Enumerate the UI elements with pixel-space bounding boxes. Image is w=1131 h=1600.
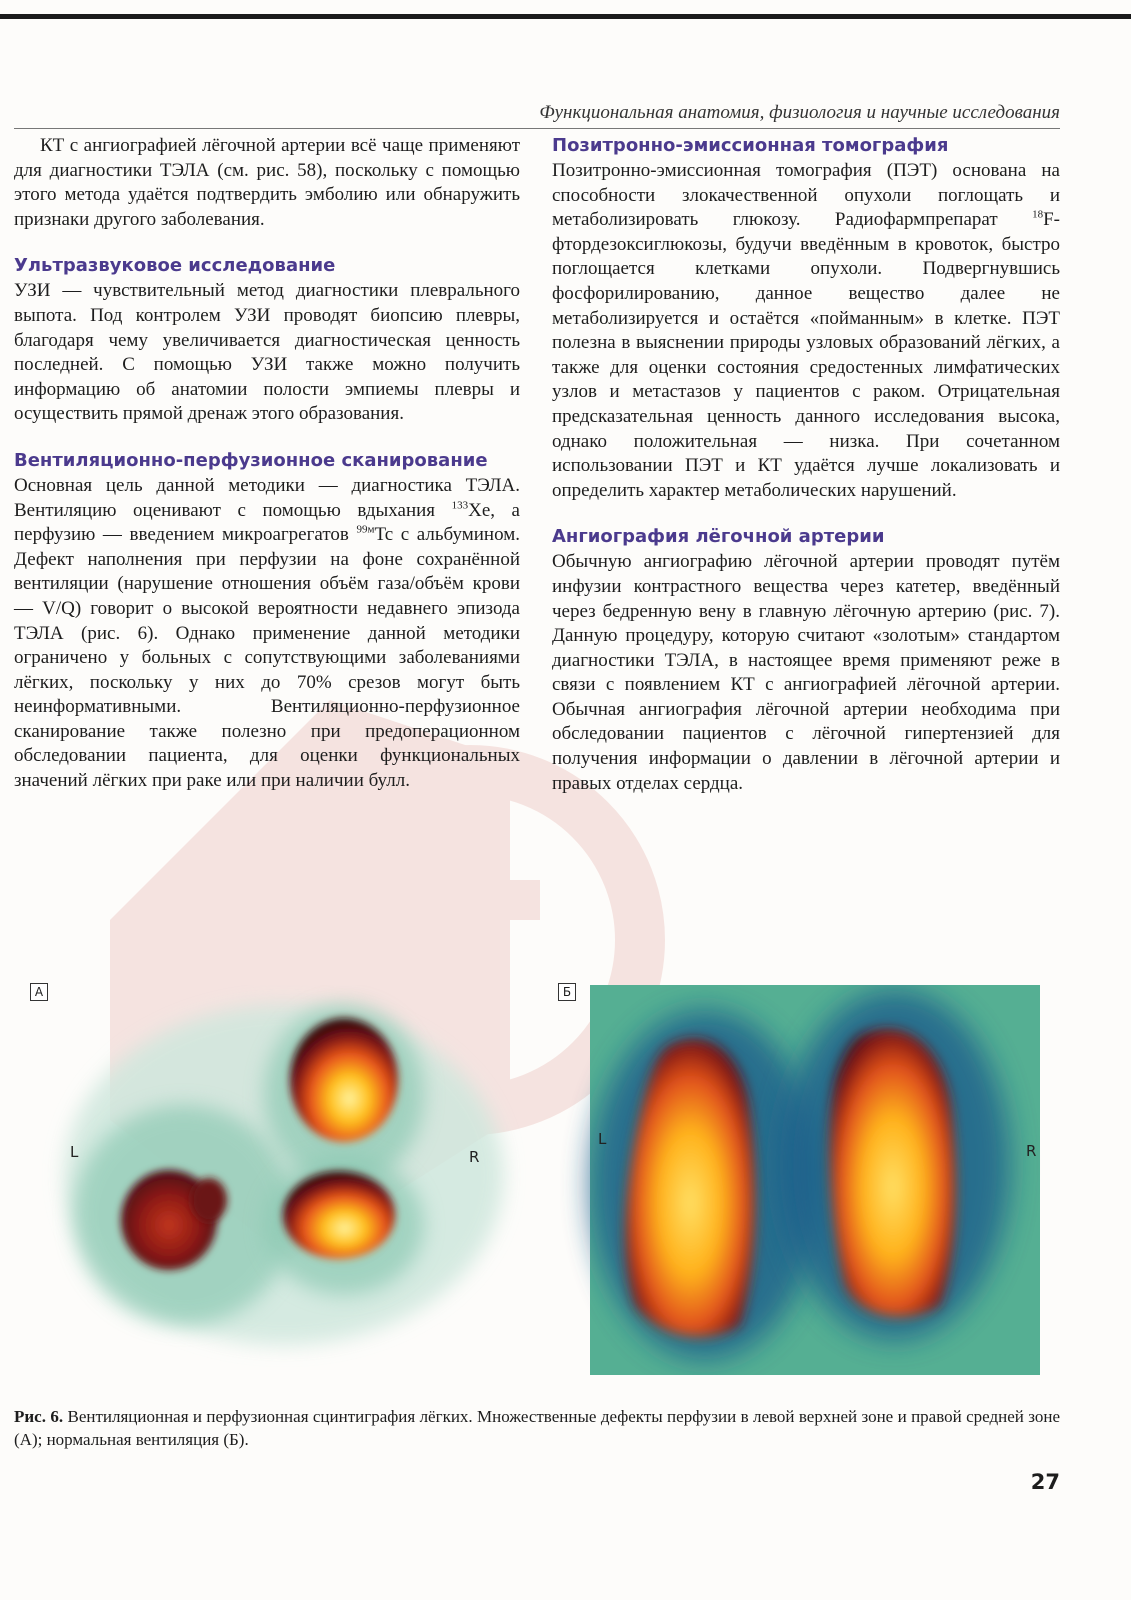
vq-text-2: Xe, а перфузию — введением микроагрегатов	[14, 499, 520, 546]
xe-isotope-superscript: 133	[451, 499, 469, 512]
panel-b-label: Б	[558, 983, 576, 1001]
ultrasound-paragraph: УЗИ — чувствительный метод диагностики плеврального выпота. Под контролем УЗИ проводят биопсию плевры, благодаря чему увеличивается диагностическая ценность последней. С помощью УЗИ также можно получить информацию об анатомии полости эмпиемы плевры и осуществить прямой дренаж этого образования.	[14, 280, 520, 425]
vq-text-3: Tc с альбумином. Дефект наполнения при перфузии на фоне сохранённой вентиляции (нарушение отношения объём газа/объём крови — V/Q) говорит о высокой вероятности недавнего эпизода ТЭЛА (рис. 6). Однако применение данной методики ограничено у больных с сопутствующими заболеваниями лёгких, поскольку у них до 70% срезов могут быть неинформативными. Вентиляционно-перфузионное сканирование также полезно при предоперационном обследовании пациента, для оценки функциональных значений лёгких при раке или при наличии булл.	[14, 524, 520, 792]
panel-b-right-marker: R	[1026, 1142, 1037, 1160]
figure-panel-a	[14, 985, 540, 1375]
panel-a-left-marker: L	[70, 1143, 79, 1161]
intro-paragraph: КТ с ангиографией лёгочной артерии всё чаще применяют для диагностики ТЭЛА (см. рис. 58), поскольку с помощью этого метода удаётся подтвердить эмболию или обнаружить признаки другого заболевания.	[14, 135, 520, 230]
f18-isotope-superscript: 18	[1032, 208, 1044, 221]
vq-scan-heading: Вентиляционно-перфузионное сканирование	[14, 449, 488, 471]
perfusion-scan-image	[14, 985, 540, 1375]
pet-text-1: Позитронно-эмиссионная томография (ПЭТ) основана на способности злокачественной опухоли поглощать и метаболизировать глюкозу. Радиофармпрепарат	[552, 160, 1060, 231]
caption-label: Рис. 6.	[14, 1407, 64, 1426]
figure-panel-b	[560, 985, 1060, 1375]
caption-text: Вентиляционная и перфузионная сцинтиграфия лёгких. Множественные дефекты перфузии в левой верхней зоне и правой средней зоне (А); нормальная вентиляция (Б).	[14, 1407, 1060, 1449]
page-number: 27	[1030, 1470, 1060, 1494]
running-head: Функциональная анатомия, физиология и научные исследования	[539, 102, 1060, 123]
angiography-heading: Ангиография лёгочной артерии	[552, 526, 885, 548]
ultrasound-heading: Ультразвуковое исследование	[14, 255, 336, 277]
pet-heading: Позитронно-эмиссионная томография	[552, 135, 949, 156]
panel-a-label: A	[30, 983, 48, 1001]
right-column	[552, 134, 1060, 796]
figure-caption	[14, 1405, 1060, 1451]
panel-a-right-marker: R	[469, 1148, 480, 1166]
pet-text-2: F-фтордезоксиглюкозы, будучи введённым в кровоток, быстро поглощается клетками опухоли. Подвергнувшись фосфорилированию, данное вещество далее не метаболизируется и остаётся «пойманным» в клетке. ПЭТ полезна в выяснении природы узловых образований лёгких, а также для оценки состояния средостенных лимфатических узлов и метастазов у пациентов с раком. Отрицательная предсказательная ценность данного исследования высока, однако положительная — низка. При сочетанном использовании ПЭТ и КТ удаётся лучше локализовать и определить характер метаболических нарушений.	[552, 209, 1060, 501]
tc-isotope-superscript: 99м	[356, 523, 375, 536]
vq-text-1: Основная цель данной методики — диагностика ТЭЛА. Вентиляцию оценивают с помощью вдыхания	[14, 474, 520, 521]
panel-b-left-marker: L	[598, 1130, 607, 1148]
pet-paragraph	[552, 159, 1060, 503]
top-border	[0, 14, 1131, 19]
left-column	[14, 134, 520, 794]
vq-scan-paragraph	[14, 474, 520, 794]
angiography-paragraph: Обычную ангиографию лёгочной артерии проводят путём инфузии контрастного вещества через катетер, введённый через бедренную вену в главную лёгочную артерию (рис. 7). Данную процедуру, которую считают «золотым» стандартом диагностики ТЭЛА, в настоящее время применяют реже в связи с появлением КТ с ангиографией лёгочной артерии. Обычная ангиография лёгочной артерии необходима при обследовании пациентов с лёгочной гипертензией для получения информации о давлении в лёгочной артерии и правых отделах сердца.	[552, 551, 1060, 794]
header-rule	[14, 128, 1060, 129]
ventilation-scan-image	[560, 985, 1060, 1375]
